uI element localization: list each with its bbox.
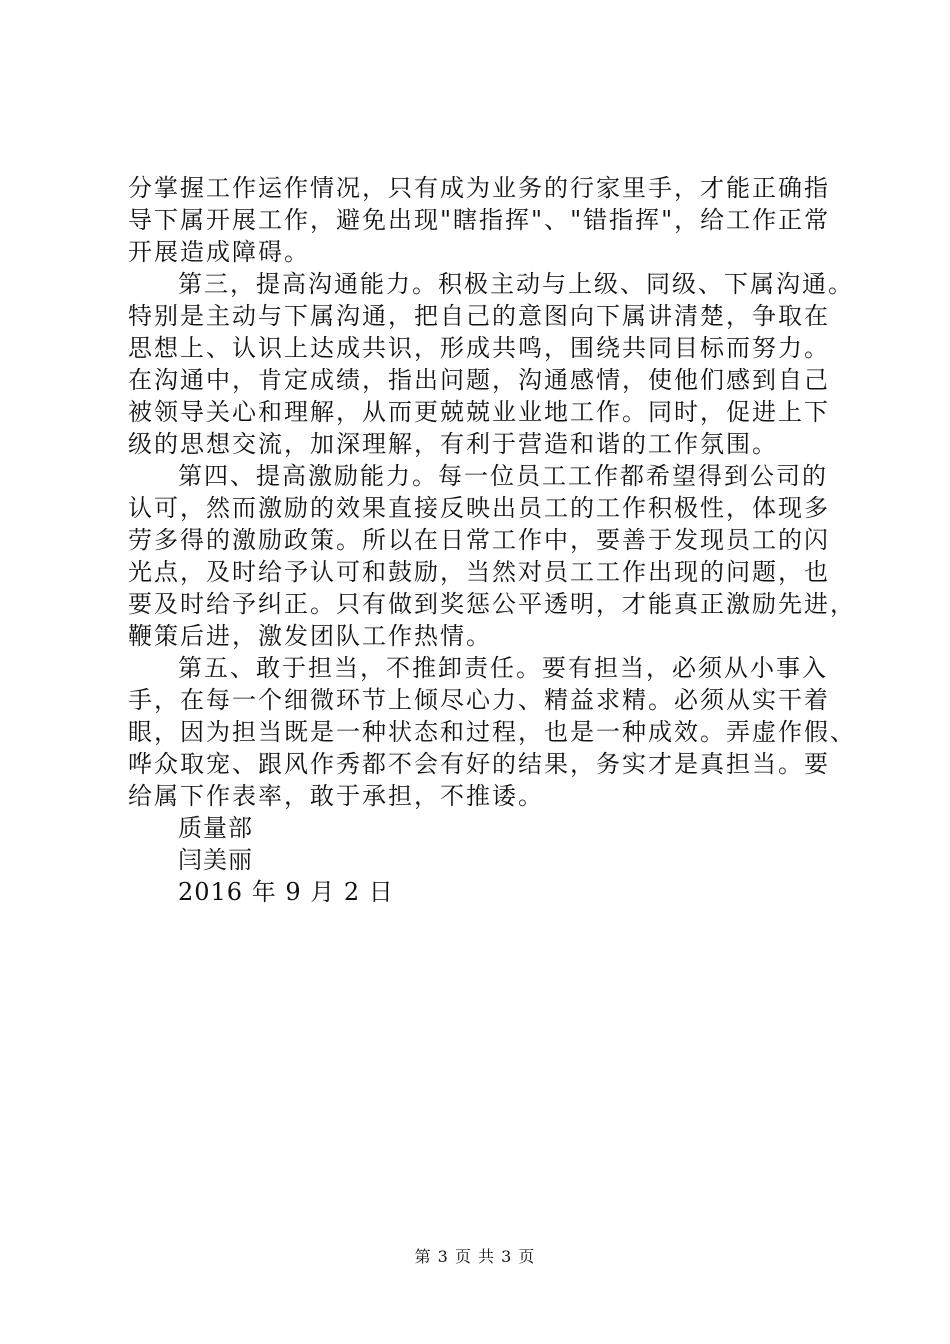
text-line: 被领导关心和理解，从而更兢兢业业地工作。同时，促进上下 bbox=[128, 398, 830, 426]
paragraph bbox=[128, 268, 854, 460]
text-line: 特别是主动与下属沟通，把自己的意图向下属讲清楚，争取在 bbox=[128, 302, 830, 330]
signature-date: 2016 年 9 月 2 日 bbox=[178, 878, 394, 906]
text-line: 分掌握工作运作情况，只有成为业务的行家里手，才能正确指 bbox=[128, 174, 830, 202]
signature-name: 闫美丽 bbox=[178, 846, 253, 874]
text-line: 劳多得的激励政策。所以在日常工作中，要善于发现员工的闪 bbox=[128, 526, 830, 554]
text-line: 给属下作表率，敢于承担，不推诿。 bbox=[128, 782, 544, 810]
text-line: 鞭策后进，激发团队工作热情。 bbox=[128, 622, 492, 650]
text-line: 级的思想交流，加深理解，有利于营造和谐的工作氛围。 bbox=[128, 430, 778, 458]
text-line: 眼，因为担当既是一种状态和过程，也是一种成效。弄虚作假、 bbox=[128, 718, 856, 746]
text-line: 哗众取宠、跟风作秀都不会有好的结果，务实才是真担当。要 bbox=[128, 750, 830, 778]
document-body bbox=[128, 172, 856, 908]
text-line: 手，在每一个细微环节上倾尽心力、精益求精。必须从实干着 bbox=[128, 686, 830, 714]
paragraph bbox=[128, 460, 856, 652]
text-line: 光点，及时给予认可和鼓励，当然对员工工作出现的问题，也 bbox=[128, 558, 830, 586]
text-line: 开展造成障碍。 bbox=[128, 238, 310, 266]
page-number: 第 3 页 共 3 页 bbox=[414, 1247, 536, 1266]
signature-block bbox=[128, 812, 828, 908]
text-line: 认可，然而激励的效果直接反映出员工的工作积极性，体现多 bbox=[128, 494, 830, 522]
text-line: 在沟通中，肯定成绩，指出问题，沟通感情，使他们感到自己 bbox=[128, 366, 830, 394]
paragraph bbox=[128, 172, 831, 268]
text-line: 第三，提高沟通能力。积极主动与上级、同级、下属沟通。 bbox=[178, 270, 854, 298]
text-line: 要及时给予纠正。只有做到奖惩公平透明，才能真正激励先进， bbox=[128, 590, 856, 618]
text-line: 导下属开展工作，避免出现"瞎指挥"、"错指挥"，给工作正常 bbox=[128, 206, 831, 234]
paragraph bbox=[128, 652, 856, 812]
text-line: 第四、提高激励能力。每一位员工工作都希望得到公司的 bbox=[178, 462, 828, 490]
text-line: 思想上、认识上达成共识，形成共鸣，围绕共同目标而努力。 bbox=[128, 334, 830, 362]
signature-department: 质量部 bbox=[178, 814, 253, 842]
text-line: 第五、敢于担当，不推卸责任。要有担当，必须从小事入 bbox=[178, 654, 828, 682]
